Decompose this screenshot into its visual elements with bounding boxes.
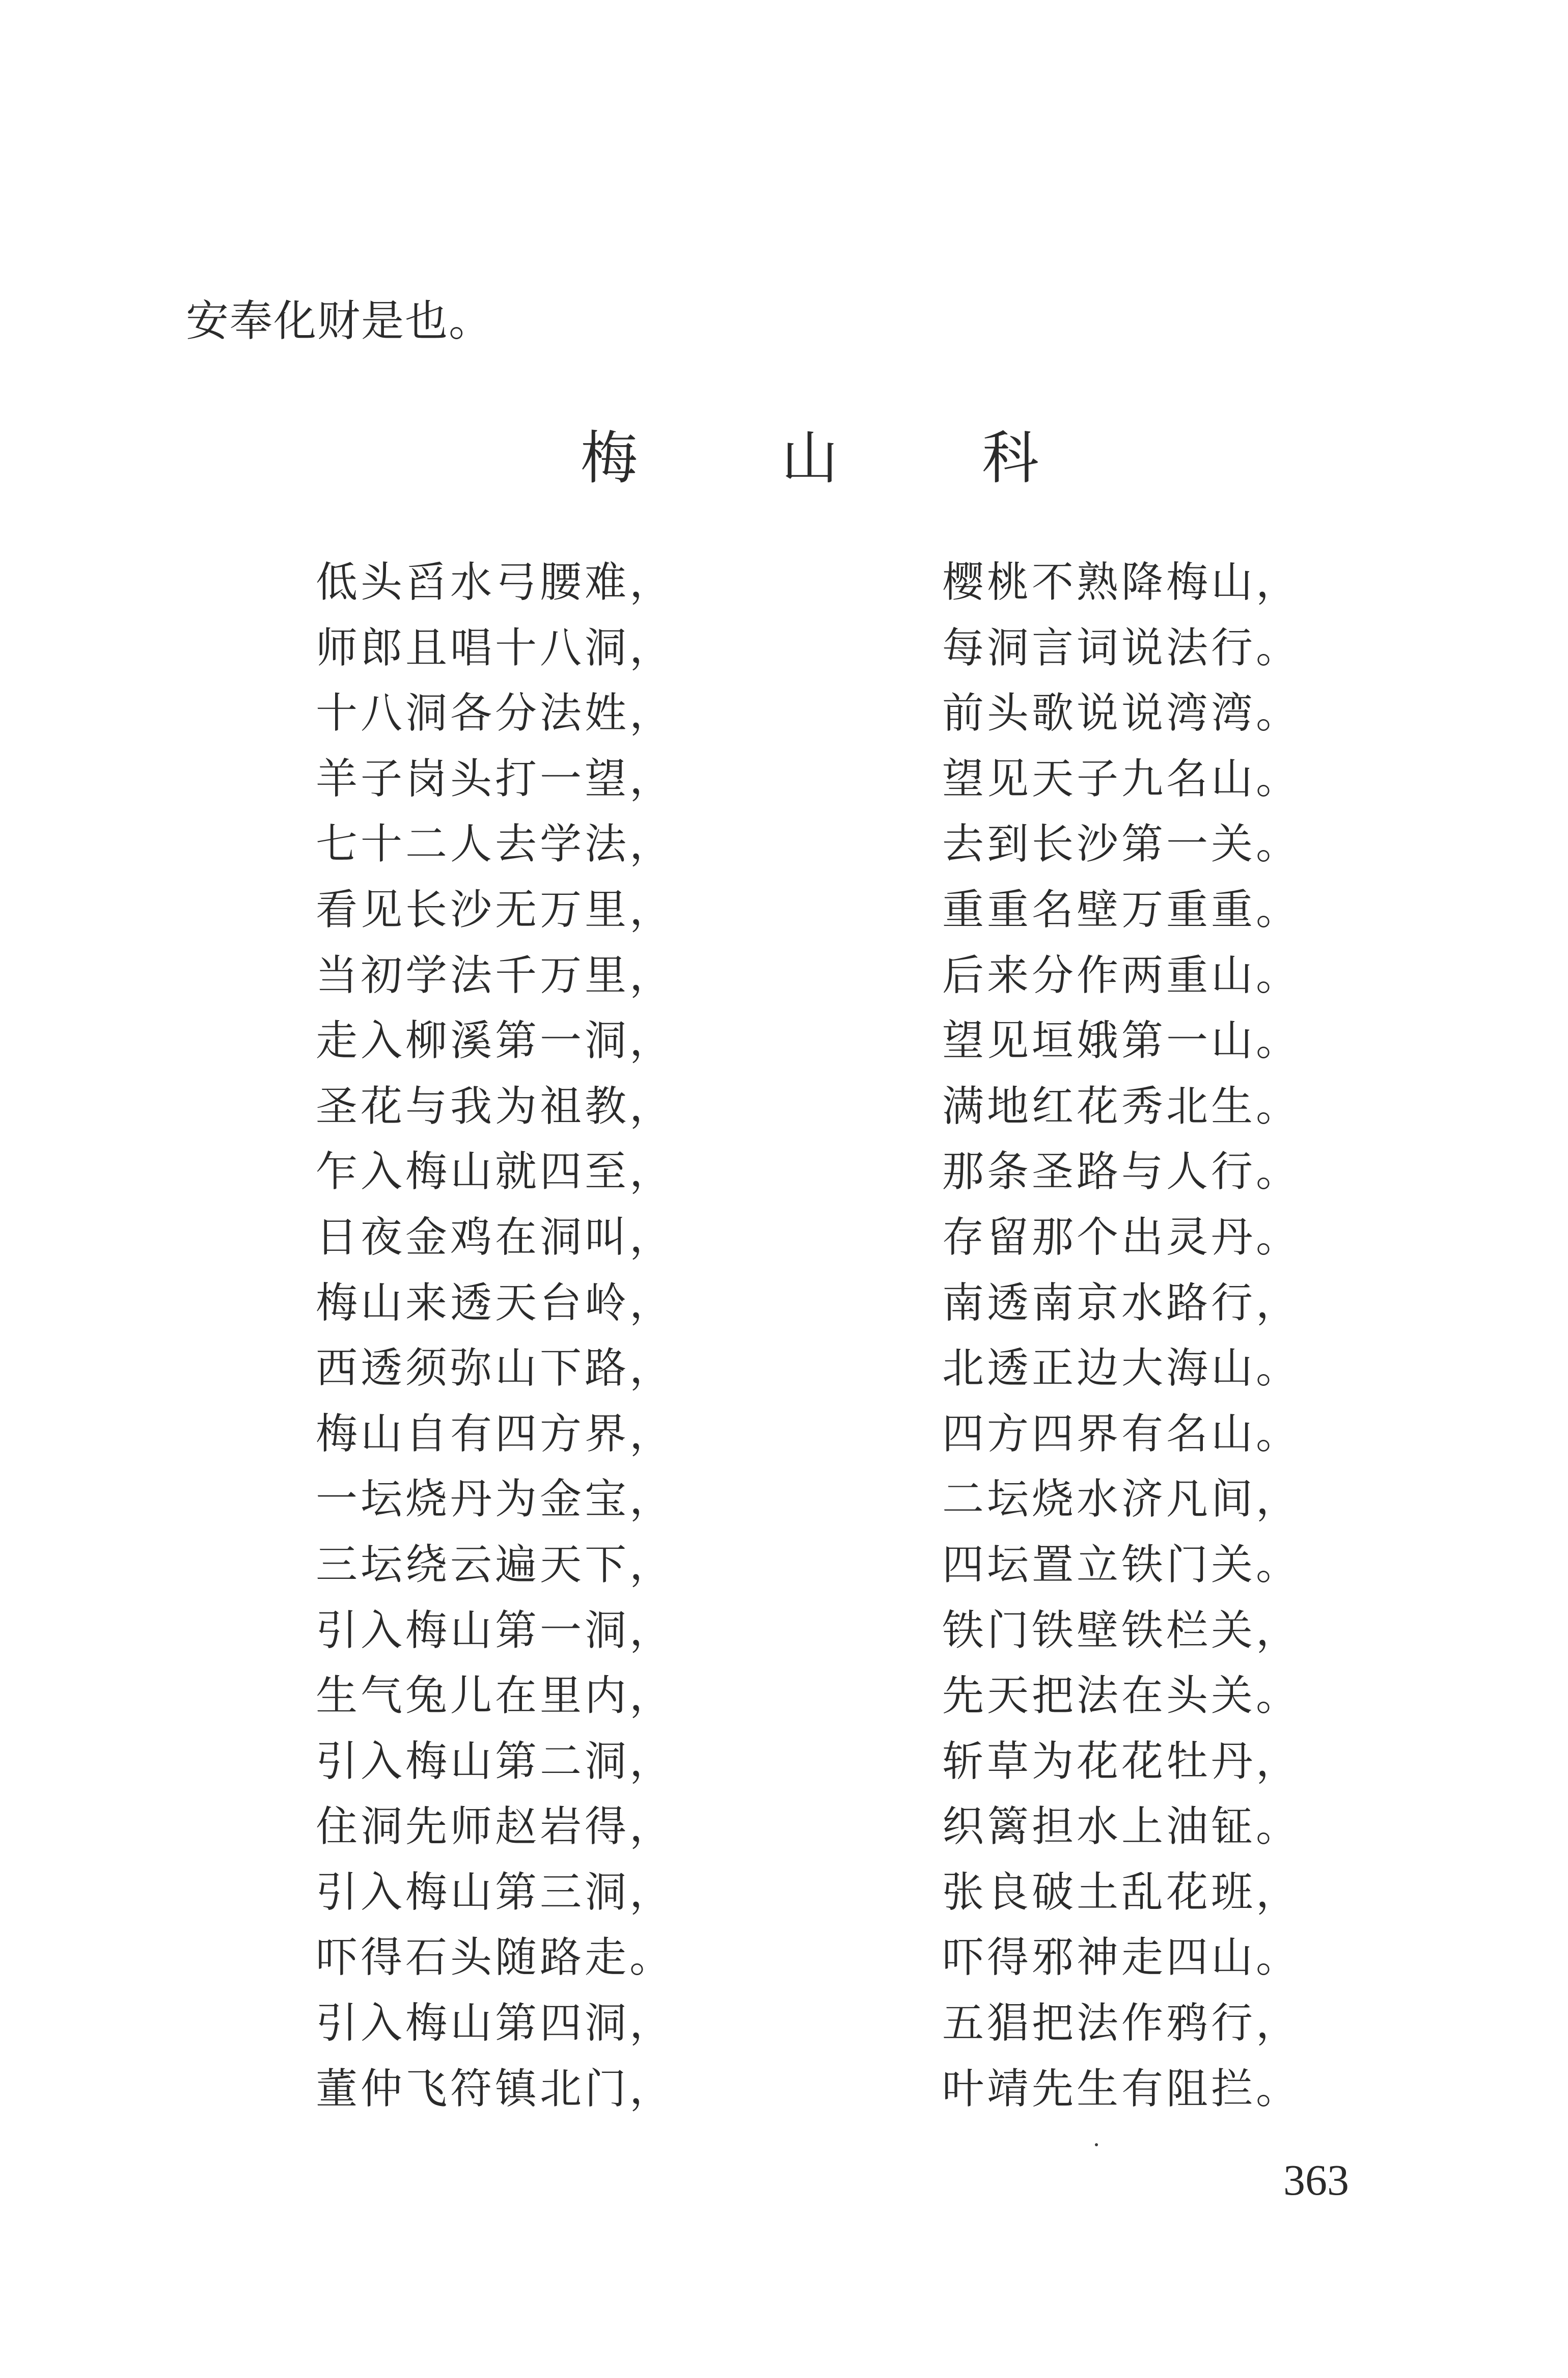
verse-left-line: 羊子岗头打一望， (316, 754, 675, 803)
verse-row (316, 550, 1301, 616)
verse-left-line: 引入梅山第三洞， (316, 1868, 675, 1917)
verse-left-line: 吓得石头随路走。 (316, 1933, 675, 1982)
verse-right-line: 织篱担水上油钲。 (942, 1802, 1301, 1851)
verse-right-line: 张良破土乱花班， (942, 1868, 1301, 1917)
section-title (581, 418, 1039, 489)
verse-row (316, 2057, 1301, 2122)
verse-right-line: 每洞言词说法行。 (942, 623, 1301, 672)
title-char: 梅 (581, 425, 638, 491)
verse-left-line: 低头舀水弓腰难， (316, 558, 675, 607)
verse-row (316, 1663, 1301, 1729)
verse-left-line: 引入梅山第四洞， (316, 1999, 675, 2048)
verse-row (316, 1402, 1301, 1467)
verse-row (316, 681, 1301, 747)
verse-row (316, 1467, 1301, 1533)
intro-line: 安奉化财是也。 (186, 296, 493, 346)
verse-right-line: 望见天子九名山。 (942, 754, 1301, 803)
verse-left-line: 引入梅山第一洞， (316, 1606, 675, 1655)
verse-right-line: 望见垣娥第一山。 (942, 1017, 1301, 1065)
print-speck (1095, 2143, 1098, 2146)
verse-row (316, 616, 1301, 681)
verse-block (316, 550, 1301, 2122)
verse-left-line: 生气兔儿在里内， (316, 1672, 675, 1720)
verse-left-line: 十八洞各分法姓， (316, 689, 675, 738)
verse-row (316, 943, 1301, 1009)
verse-right-line: 重重名壁万重重。 (942, 885, 1301, 934)
verse-left-line: 引入梅山第二洞， (316, 1737, 675, 1786)
verse-right-line: 四方四界有名山。 (942, 1409, 1301, 1458)
verse-left-line: 住洞先师赵岩得， (316, 1802, 675, 1851)
verse-right-line: 二坛烧水济凡间， (942, 1475, 1301, 1524)
title-char: 山 (781, 425, 838, 491)
verse-right-line: 北透正边大海山。 (942, 1344, 1301, 1393)
verse-row (316, 1794, 1301, 1860)
verse-row (316, 1533, 1301, 1598)
verse-left-line: 董仲飞符镇北门， (316, 2064, 675, 2113)
verse-right-line: 去到长沙第一关。 (942, 820, 1301, 869)
verse-left-line: 一坛烧丹为金宝， (316, 1475, 675, 1524)
verse-row (316, 1598, 1301, 1664)
verse-row (316, 878, 1301, 943)
verse-left-line: 三坛绕云遍天下， (316, 1540, 675, 1589)
verse-right-line: 满地红花秀北生。 (942, 1082, 1301, 1131)
verse-left-line: 圣花与我为祖教， (316, 1082, 675, 1131)
verse-right-line: 那条圣路与人行。 (942, 1147, 1301, 1196)
verse-left-line: 日夜金鸡在洞叫， (316, 1213, 675, 1262)
verse-right-line: 铁门铁壁铁栏关， (942, 1606, 1301, 1655)
verse-right-line: 叶靖先生有阻拦。 (942, 2064, 1301, 2113)
verse-right-line: 斩草为花花牡丹， (942, 1737, 1301, 1786)
verse-row (316, 1729, 1301, 1795)
verse-left-line: 走入柳溪第一洞， (316, 1017, 675, 1065)
verse-row (316, 1925, 1301, 1991)
verse-left-line: 梅山自有四方界， (316, 1409, 675, 1458)
title-char: 科 (982, 425, 1039, 491)
verse-left-line: 乍入梅山就四至， (316, 1147, 675, 1196)
verse-right-line: 樱桃不熟降梅山， (942, 558, 1301, 607)
verse-right-line: 后来分作两重山。 (942, 951, 1301, 1000)
verse-row (316, 747, 1301, 812)
verse-right-line: 五猖把法作鸦行， (942, 1999, 1301, 2048)
page-number: 363 (1283, 2155, 1349, 2204)
verse-right-line: 先天把法在头关。 (942, 1672, 1301, 1720)
verse-left-line: 梅山来透天台岭， (316, 1278, 675, 1327)
verse-row (316, 1991, 1301, 2057)
verse-row (316, 812, 1301, 878)
verse-left-line: 七十二人去学法， (316, 820, 675, 869)
verse-left-line: 当初学法千万里， (316, 951, 675, 1000)
verse-left-line: 西透须弥山下路， (316, 1344, 675, 1393)
verse-row (316, 1336, 1301, 1402)
verse-right-line: 前头歌说说湾湾。 (942, 689, 1301, 738)
verse-right-line: 吓得邪神走四山。 (942, 1933, 1301, 1982)
verse-row (316, 1860, 1301, 1926)
verse-row (316, 1205, 1301, 1271)
verse-row (316, 1139, 1301, 1205)
verse-row (316, 1008, 1301, 1074)
verse-right-line: 南透南京水路行， (942, 1278, 1301, 1327)
verse-row (316, 1074, 1301, 1140)
verse-right-line: 四坛置立铁门关。 (942, 1540, 1301, 1589)
verse-left-line: 师郎且唱十八洞， (316, 623, 675, 672)
verse-left-line: 看见长沙无万里， (316, 885, 675, 934)
verse-row (316, 1271, 1301, 1336)
verse-right-line: 存留那个出灵丹。 (942, 1213, 1301, 1262)
